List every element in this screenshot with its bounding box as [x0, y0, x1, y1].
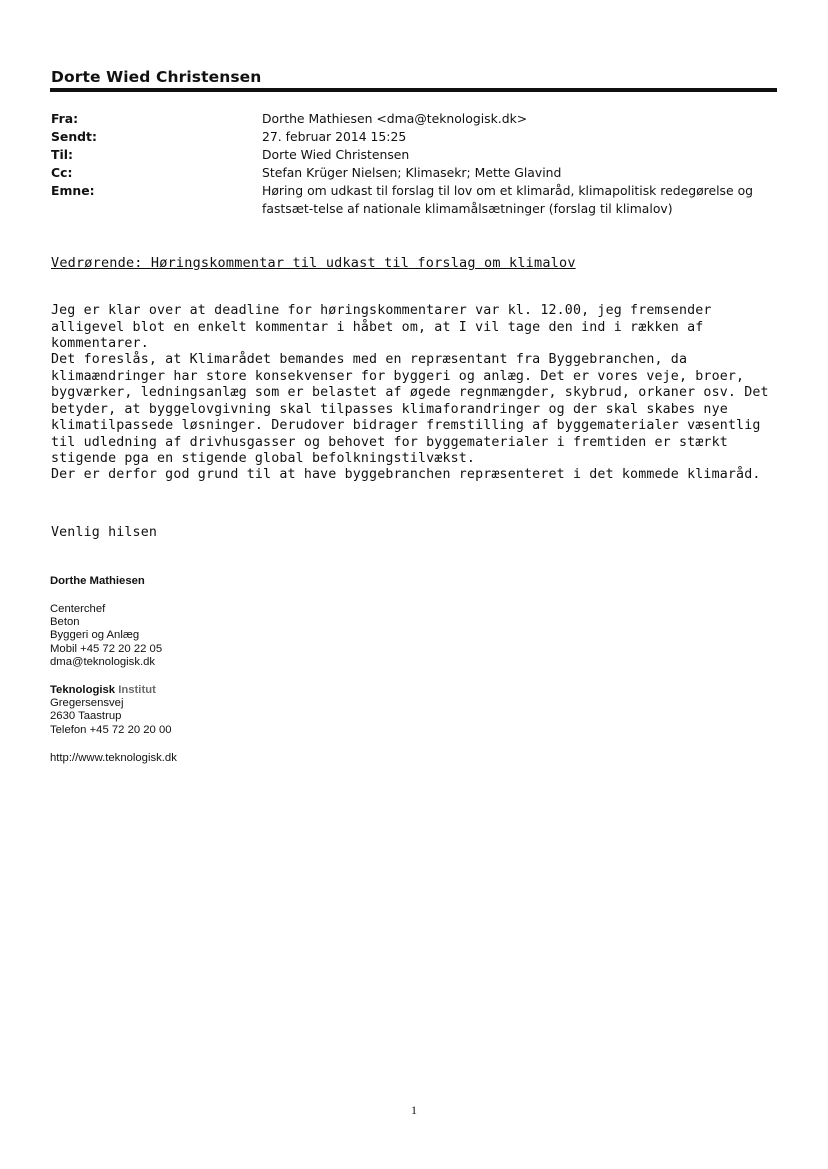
organization-street: Gregersensvej	[50, 697, 124, 710]
field-from	[51, 110, 771, 128]
paragraph-proposal: Det foreslås, at Klimarådet bemandes med en repræsentant fra Byggebranchen, da klimaændringer har store konsekvenser for byggeri og anlæg. Det er vores veje, broer, bygværker, ledningsanlæg som er belastet af øgede regnmængder, skybrud, orkaner osv. Det betyder, at byggelovgivning skal tilpasses klimaforandringer og der skal skabes nye klimatilpassede løsninger. Derudover bidrager fremstilling af byggematerialer væsentlig til udledning af drivhusgasser og behovet for byggematerialer i fremtiden er stærkt stigende pga en stigende global befolkningstilvækst.	[51, 352, 769, 466]
header-divider	[50, 88, 777, 92]
organization-details	[50, 684, 172, 737]
field-label: Til:	[51, 147, 73, 162]
field-label: Sendt:	[51, 129, 97, 144]
field-cc	[51, 164, 771, 182]
email-header-fields	[51, 110, 771, 218]
signature-name: Dorthe Mathiesen	[50, 575, 145, 587]
paragraph-conclusion: Der er derfor god grund til at have byggebranchen repræsenteret i det kommede klimaråd.	[51, 467, 761, 482]
field-subject	[51, 182, 771, 218]
signature-division: Byggeri og Anlæg	[50, 629, 140, 642]
organization-name	[50, 684, 172, 697]
paragraph-intro: Jeg er klar over at deadline for høringskommentarer var kl. 12.00, jeg fremsender alligevel blot en enkelt kommentar i håbet om, at I vil tage den ind i rækken af kommentarer.	[51, 303, 712, 351]
field-label: Emne:	[51, 183, 95, 198]
signature-details	[50, 603, 162, 669]
field-value: Dorthe Mathiesen <dma@teknologisk.dk>	[262, 111, 528, 126]
closing-greeting: Venlig hilsen	[51, 525, 158, 540]
field-value: Høring om udkast til forslag til lov om et klimaråd, klimapolitisk redegørelse og fastsæt-telse af nationale klimamålsætninger (forslag til klimalov)	[262, 183, 754, 216]
organization-name-part2: Institut	[118, 684, 156, 696]
field-value: Dorte Wied Christensen	[262, 147, 410, 162]
signature-title: Centerchef	[50, 603, 106, 615]
field-to	[51, 146, 771, 164]
field-label: Fra:	[51, 111, 79, 126]
field-value: 27. februar 2014 15:25	[262, 129, 407, 144]
field-sent	[51, 128, 771, 146]
field-value: Stefan Krüger Nielsen; Klimasekr; Mette Glavind	[262, 165, 562, 180]
body-subject-line: Vedrørende: Høringskommentar til udkast til forslag om klimalov	[51, 255, 576, 271]
signature-email: dma@teknologisk.dk	[50, 655, 156, 668]
organization-name-part1: Teknologisk	[50, 684, 116, 696]
organization-website: http://www.teknologisk.dk	[50, 752, 177, 764]
print-header-name: Dorte Wied Christensen	[51, 68, 262, 86]
signature-department: Beton	[50, 616, 80, 629]
organization-city: 2630 Taastrup	[50, 710, 122, 723]
signature-mobile: Mobil +45 72 20 22 05	[50, 642, 163, 655]
page-number: 1	[411, 1103, 417, 1117]
field-label: Cc:	[51, 165, 73, 180]
organization-phone: Telefon +45 72 20 20 00	[50, 723, 172, 736]
